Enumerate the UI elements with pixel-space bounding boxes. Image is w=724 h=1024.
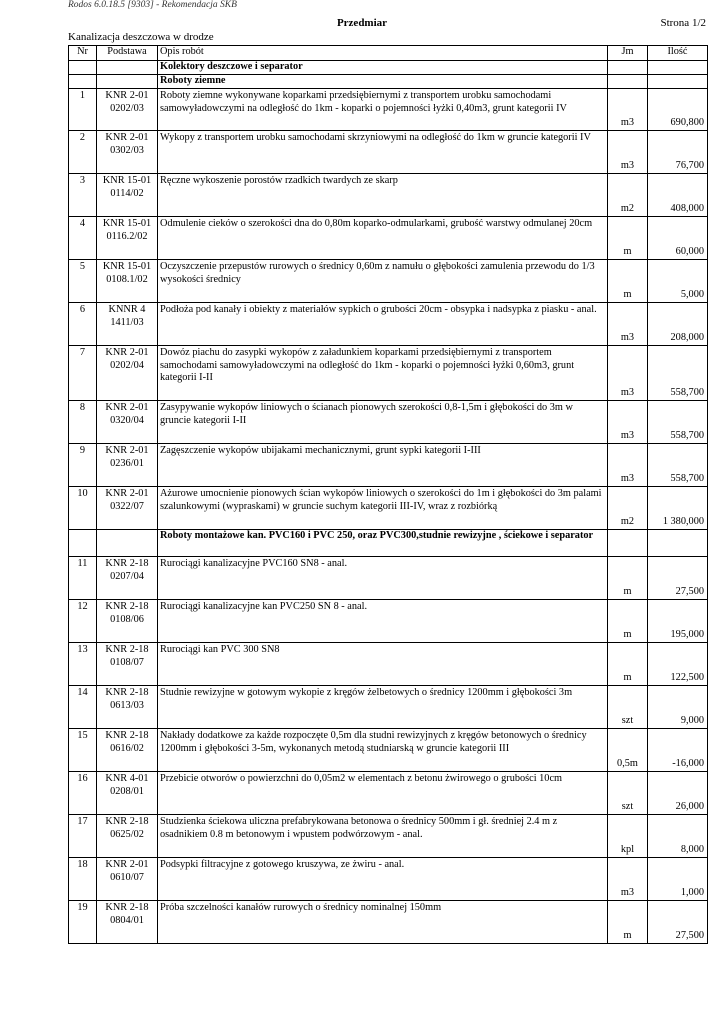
table-row [69, 217, 708, 260]
row-basis: KNR 2-01 0202/04 [97, 346, 158, 401]
row-quantity: 8,000 [648, 815, 708, 858]
column-header-nr: Nr [69, 46, 97, 61]
row-unit: m3 [608, 858, 648, 901]
row-description: Studnie rewizyjne w gotowym wykopie z kręgów żelbetowych o średnicy 1200mm i głębokości 3m [158, 686, 608, 729]
row-unit: m [608, 557, 648, 600]
table-row [69, 643, 708, 686]
table-header-row [69, 46, 708, 61]
table-row [69, 557, 708, 600]
row-unit: m [608, 901, 648, 944]
table-row [69, 303, 708, 346]
row-quantity: 208,000 [648, 303, 708, 346]
row-basis: KNR 15-01 0114/02 [97, 174, 158, 217]
row-unit: m [608, 600, 648, 643]
row-description: Podłoża pod kanały i obiekty z materiałów sypkich o grubości 20cm - obsypka i nadsypka z piasku - anal. [158, 303, 608, 346]
row-quantity: 26,000 [648, 772, 708, 815]
section-title: Roboty montażowe kan. PVC160 i PVC 250, oraz PVC300,studnie rewizyjne , ściekowe i separator [158, 530, 608, 557]
row-quantity: 408,000 [648, 174, 708, 217]
row-number: 12 [69, 600, 97, 643]
row-number: 3 [69, 174, 97, 217]
row-basis: KNR 2-01 0610/07 [97, 858, 158, 901]
row-basis: KNR 15-01 0116.2/02 [97, 217, 158, 260]
section-title: Kolektory deszczowe i separator [158, 61, 608, 75]
row-number: 4 [69, 217, 97, 260]
table-row [69, 260, 708, 303]
section-row [69, 61, 708, 75]
table-row [69, 487, 708, 530]
row-quantity: 558,700 [648, 401, 708, 444]
row-basis: KNR 2-01 0236/01 [97, 444, 158, 487]
row-description: Rurociągi kanalizacyjne PVC160 SN8 - anal. [158, 557, 608, 600]
row-number: 18 [69, 858, 97, 901]
row-number: 13 [69, 643, 97, 686]
row-unit: m3 [608, 89, 648, 131]
row-description: Próba szczelności kanałów rurowych o średnicy nominalnej 150mm [158, 901, 608, 944]
row-unit: m3 [608, 346, 648, 401]
row-basis: KNR 4-01 0208/01 [97, 772, 158, 815]
row-description: Ręczne wykoszenie porostów rzadkich twardych ze skarp [158, 174, 608, 217]
table-row [69, 401, 708, 444]
table-row [69, 89, 708, 131]
row-unit: m2 [608, 174, 648, 217]
page-number: Strona 1/2 [660, 17, 706, 29]
column-header-ilosc: Ilość [648, 46, 708, 61]
row-unit: kpl [608, 815, 648, 858]
row-unit: m [608, 217, 648, 260]
row-quantity: 27,500 [648, 901, 708, 944]
row-number: 11 [69, 557, 97, 600]
table-row [69, 686, 708, 729]
row-quantity: 1 380,000 [648, 487, 708, 530]
row-description: Ażurowe umocnienie pionowych ścian wykopów liniowych o szerokości do 1m i głębokości do 3m palami szalunkowymi (wypraskami) w gruncie suchym kategorii III-IV, wraz z rozbiórką [158, 487, 608, 530]
program-version: Rodos 6.0.18.5 [9303] - Rekomendacja SKB [68, 0, 237, 10]
row-basis: KNR 2-01 0202/03 [97, 89, 158, 131]
row-unit: m3 [608, 303, 648, 346]
row-number: 17 [69, 815, 97, 858]
row-number: 5 [69, 260, 97, 303]
row-description: Wykopy z transportem urobku samochodami skrzyniowymi na odległość do 1km w gruncie kategorii IV [158, 131, 608, 174]
row-unit: szt [608, 772, 648, 815]
row-basis: KNR 2-18 0108/06 [97, 600, 158, 643]
row-number: 7 [69, 346, 97, 401]
row-unit: m2 [608, 487, 648, 530]
table-row [69, 729, 708, 772]
table-row [69, 174, 708, 217]
row-unit: m [608, 643, 648, 686]
row-basis: KNR 2-18 0625/02 [97, 815, 158, 858]
row-quantity: 195,000 [648, 600, 708, 643]
bill-of-quantities-table [68, 45, 708, 944]
row-description: Zasypywanie wykopów liniowych o ścianach pionowych szerokości 0,8-1,5m i głębokości do 3m w gruncie kategorii I-II [158, 401, 608, 444]
row-quantity: 558,700 [648, 444, 708, 487]
row-number: 15 [69, 729, 97, 772]
row-description: Rurociągi kanalizacyjne kan PVC250 SN 8 - anal. [158, 600, 608, 643]
row-basis: KNR 2-18 0108/07 [97, 643, 158, 686]
row-basis: KNR 2-01 0320/04 [97, 401, 158, 444]
row-unit: m3 [608, 131, 648, 174]
row-description: Podsypki filtracyjne z gotowego kruszywa, ze żwiru - anal. [158, 858, 608, 901]
table-row [69, 858, 708, 901]
row-quantity: 76,700 [648, 131, 708, 174]
row-number: 19 [69, 901, 97, 944]
row-number: 16 [69, 772, 97, 815]
row-basis: KNR 2-01 0322/07 [97, 487, 158, 530]
table-row [69, 346, 708, 401]
row-unit: m3 [608, 444, 648, 487]
row-quantity: 9,000 [648, 686, 708, 729]
row-number: 10 [69, 487, 97, 530]
row-basis: KNR 2-18 0616/02 [97, 729, 158, 772]
row-description: Nakłady dodatkowe za każde rozpoczęte 0,5m dla studni rewizyjnych z kręgów betonowych o średnicy 1200mm i głębokości 3-5m, wykonanych metodą studniarską w gruncie kategorii III [158, 729, 608, 772]
row-quantity: -16,000 [648, 729, 708, 772]
row-unit: m [608, 260, 648, 303]
row-quantity: 1,000 [648, 858, 708, 901]
row-description: Oczyszczenie przepustów rurowych o średnicy 0,60m z namułu o głębokości zamulenia przewodu do 1/3 wysokości średnicy [158, 260, 608, 303]
row-quantity: 27,500 [648, 557, 708, 600]
row-description: Odmulenie cieków o szerokości dna do 0,80m koparko-odmularkami, grubość warstwy odmulanej 20cm [158, 217, 608, 260]
row-basis: KNR 2-01 0302/03 [97, 131, 158, 174]
row-unit: szt [608, 686, 648, 729]
row-number: 14 [69, 686, 97, 729]
project-name: Kanalizacja deszczowa w drodze [68, 31, 214, 43]
row-description: Dowóz piachu do zasypki wykopów z załadunkiem koparkami przedsiębiernymi z transportem samochodami samowyładowczymi na odległość do 1km - koparki o pojemności łyżki 0,60m3, grunt kategorii I-II [158, 346, 608, 401]
row-number: 2 [69, 131, 97, 174]
row-basis: KNR 2-18 0207/04 [97, 557, 158, 600]
row-quantity: 558,700 [648, 346, 708, 401]
column-header-podstawa: Podstawa [97, 46, 158, 61]
table-row [69, 444, 708, 487]
row-number: 8 [69, 401, 97, 444]
row-basis: KNR 2-18 0613/03 [97, 686, 158, 729]
row-quantity: 5,000 [648, 260, 708, 303]
row-description: Zagęszczenie wykopów ubijakami mechanicznymi, grunt sypki kategorii I-III [158, 444, 608, 487]
row-unit: m3 [608, 401, 648, 444]
row-description: Roboty ziemne wykonywane koparkami przedsiębiernymi z transportem urobku samochodami samowyładowczymi na odległość do 1km - koparki o pojemności łyżki 0,40m3, grunt kategorii IV [158, 89, 608, 131]
document-title: Przedmiar [336, 17, 388, 29]
row-number: 9 [69, 444, 97, 487]
row-description: Przebicie otworów o powierzchni do 0,05m2 w elementach z betonu żwirowego o grubości 10cm [158, 772, 608, 815]
table-row [69, 901, 708, 944]
row-description: Studzienka ściekowa uliczna prefabrykowana betonowa o średnicy 500mm i gł. średniej 2.4 m z osadnikiem 0.8 m betonowym i wpustem podwórzowym - anal. [158, 815, 608, 858]
section-title: Roboty ziemne [158, 75, 608, 89]
column-header-opis: Opis robót [158, 46, 608, 61]
column-header-jm: Jm [608, 46, 648, 61]
table-row [69, 772, 708, 815]
row-number: 1 [69, 89, 97, 131]
row-quantity: 60,000 [648, 217, 708, 260]
section-row [69, 530, 708, 557]
row-description: Rurociągi kan PVC 300 SN8 [158, 643, 608, 686]
row-quantity: 122,500 [648, 643, 708, 686]
table-row [69, 131, 708, 174]
row-number: 6 [69, 303, 97, 346]
table-row [69, 600, 708, 643]
section-row [69, 75, 708, 89]
table-row [69, 815, 708, 858]
row-unit: 0,5m [608, 729, 648, 772]
row-quantity: 690,800 [648, 89, 708, 131]
row-basis: KNR 2-18 0804/01 [97, 901, 158, 944]
row-basis: KNR 15-01 0108.1/02 [97, 260, 158, 303]
row-basis: KNNR 4 1411/03 [97, 303, 158, 346]
